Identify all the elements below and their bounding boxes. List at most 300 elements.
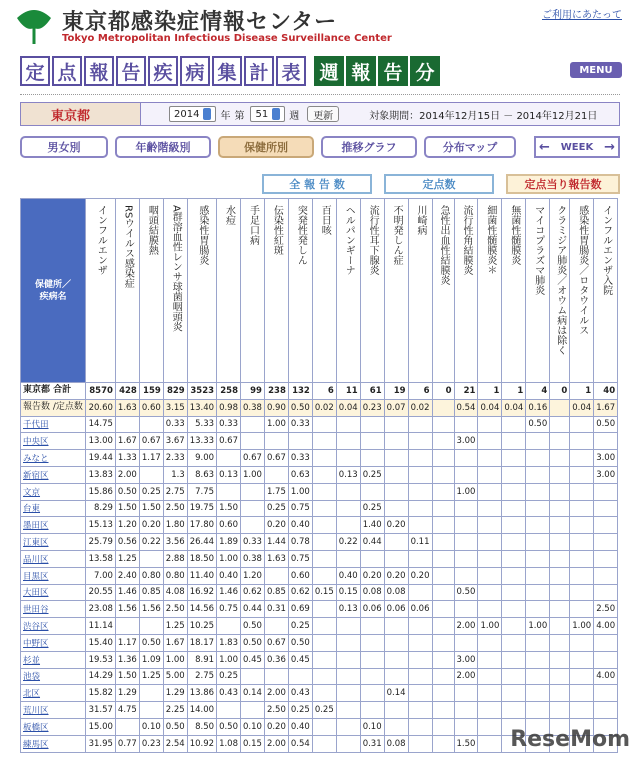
table-cell: 0.69 bbox=[288, 601, 312, 618]
table-cell: 1.80 bbox=[163, 517, 187, 534]
prev-week-icon[interactable]: ← bbox=[539, 139, 550, 155]
table-cell: 0.33 bbox=[241, 534, 265, 551]
health-center-link[interactable]: 中野区 bbox=[21, 634, 86, 651]
table-cell: 0.20 bbox=[408, 567, 432, 584]
table-cell bbox=[241, 416, 265, 433]
health-center-link[interactable]: 新宿区 bbox=[21, 466, 86, 483]
disease-header bbox=[115, 199, 139, 383]
table-cell: 4.00 bbox=[594, 618, 618, 635]
update-button[interactable]: 更新 bbox=[307, 106, 339, 122]
table-cell bbox=[312, 618, 336, 635]
disease-header bbox=[454, 199, 478, 383]
table-cell: 1.00 bbox=[264, 416, 288, 433]
table-cell bbox=[570, 483, 594, 500]
table-cell: 1.75 bbox=[264, 483, 288, 500]
table-cell: 0.22 bbox=[336, 534, 360, 551]
site-subtitle: Tokyo Metropolitan Infectious Disease Surveillance Center bbox=[62, 33, 392, 44]
table-cell bbox=[550, 685, 570, 702]
table-cell: 1.50 bbox=[115, 500, 139, 517]
disease-label: 伝染性紅斑 bbox=[271, 205, 283, 255]
next-week-icon[interactable]: → bbox=[604, 139, 615, 155]
table-row bbox=[21, 550, 618, 567]
disease-label: インフルエンザ bbox=[95, 205, 107, 275]
table-cell: 1 bbox=[570, 383, 594, 400]
table-cell bbox=[408, 634, 432, 651]
table-cell: 61 bbox=[360, 383, 384, 400]
nav-char[interactable]: 計 bbox=[244, 56, 274, 86]
health-center-link[interactable]: 荒川区 bbox=[21, 702, 86, 719]
nav-char-weekly[interactable]: 分 bbox=[410, 56, 440, 86]
table-cell bbox=[594, 500, 618, 517]
table-cell: 428 bbox=[115, 383, 139, 400]
table-cell bbox=[594, 433, 618, 450]
table-cell bbox=[478, 634, 502, 651]
table-cell bbox=[526, 483, 550, 500]
table-cell bbox=[360, 634, 384, 651]
disease-label: 川崎病 bbox=[415, 205, 427, 235]
table-cell bbox=[241, 483, 265, 500]
health-center-link[interactable]: 杉並 bbox=[21, 651, 86, 668]
table-cell: 0.50 bbox=[454, 584, 478, 601]
table-cell: 0.06 bbox=[384, 601, 408, 618]
table-cell bbox=[432, 685, 454, 702]
table-cell bbox=[336, 651, 360, 668]
table-cell bbox=[502, 550, 526, 567]
table-cell bbox=[408, 517, 432, 534]
table-cell: 0.50 bbox=[115, 483, 139, 500]
tab-distribution-map[interactable]: 分布マップ bbox=[424, 136, 516, 158]
table-cell bbox=[550, 517, 570, 534]
table-cell bbox=[570, 534, 594, 551]
table-cell: 2.00 bbox=[264, 685, 288, 702]
table-cell bbox=[432, 584, 454, 601]
table-cell: 31.57 bbox=[85, 702, 115, 719]
table-cell: 3523 bbox=[187, 383, 216, 400]
table-cell: 13.86 bbox=[187, 685, 216, 702]
week-prefix: 第 bbox=[234, 110, 245, 122]
table-cell bbox=[336, 735, 360, 752]
table-row bbox=[21, 466, 618, 483]
table-cell bbox=[526, 534, 550, 551]
table-cell: 8.63 bbox=[187, 466, 216, 483]
table-row bbox=[21, 483, 618, 500]
table-cell: 15.82 bbox=[85, 685, 115, 702]
table-cell bbox=[312, 567, 336, 584]
table-cell bbox=[432, 550, 454, 567]
table-cell bbox=[550, 618, 570, 635]
table-cell bbox=[570, 584, 594, 601]
table-cell bbox=[139, 702, 163, 719]
table-cell: 0.80 bbox=[163, 567, 187, 584]
table-cell: 1.25 bbox=[115, 550, 139, 567]
table-cell: 0.10 bbox=[241, 718, 265, 735]
table-cell: 0.02 bbox=[312, 399, 336, 416]
table-cell bbox=[594, 702, 618, 719]
table-cell bbox=[408, 550, 432, 567]
table-cell: 3.00 bbox=[454, 433, 478, 450]
table-cell: 15.86 bbox=[85, 483, 115, 500]
table-cell: 13.00 bbox=[85, 433, 115, 450]
health-center-link[interactable]: 池袋 bbox=[21, 668, 86, 685]
table-cell: 0.23 bbox=[360, 399, 384, 416]
table-row bbox=[21, 634, 618, 651]
table-cell: 0 bbox=[550, 383, 570, 400]
site-header bbox=[0, 0, 640, 52]
table-cell: 0.56 bbox=[115, 534, 139, 551]
table-cell: 132 bbox=[288, 383, 312, 400]
health-center-link[interactable]: 文京 bbox=[21, 483, 86, 500]
table-cell: 20.55 bbox=[85, 584, 115, 601]
health-center-link[interactable]: 墨田区 bbox=[21, 517, 86, 534]
health-center-link[interactable]: 北区 bbox=[21, 685, 86, 702]
table-cell bbox=[478, 517, 502, 534]
table-cell bbox=[432, 567, 454, 584]
table-cell: 0.08 bbox=[360, 584, 384, 601]
table-cell bbox=[360, 483, 384, 500]
table-cell: 14.75 bbox=[85, 416, 115, 433]
table-cell: 0.43 bbox=[288, 685, 312, 702]
table-cell bbox=[502, 567, 526, 584]
tab-age[interactable]: 年齢階級別 bbox=[115, 136, 211, 158]
table-cell: 8570 bbox=[85, 383, 115, 400]
table-cell: 0.67 bbox=[241, 450, 265, 467]
table-cell: 1 bbox=[478, 383, 502, 400]
table-cell: 0.33 bbox=[163, 416, 187, 433]
health-center-link[interactable]: 品川区 bbox=[21, 550, 86, 567]
disease-header bbox=[336, 199, 360, 383]
table-cell bbox=[384, 651, 408, 668]
nav-char[interactable]: 病 bbox=[180, 56, 210, 86]
table-cell bbox=[115, 618, 139, 635]
table-cell bbox=[432, 618, 454, 635]
table-row bbox=[21, 601, 618, 618]
table-cell: 14.56 bbox=[187, 601, 216, 618]
table-cell: 0.13 bbox=[217, 466, 241, 483]
table-cell bbox=[432, 702, 454, 719]
table-cell: 0.36 bbox=[264, 651, 288, 668]
health-center-link[interactable]: 千代田 bbox=[21, 416, 86, 433]
table-cell bbox=[312, 634, 336, 651]
table-cell: 1.00 bbox=[163, 651, 187, 668]
table-cell bbox=[241, 668, 265, 685]
table-cell bbox=[408, 702, 432, 719]
table-cell: 11.40 bbox=[187, 567, 216, 584]
table-cell bbox=[502, 601, 526, 618]
table-cell: 6 bbox=[408, 383, 432, 400]
table-cell: 0.98 bbox=[217, 399, 241, 416]
table-cell bbox=[264, 433, 288, 450]
table-cell bbox=[408, 618, 432, 635]
table-cell bbox=[526, 651, 550, 668]
disease-header bbox=[360, 199, 384, 383]
table-cell: 2.75 bbox=[163, 483, 187, 500]
table-row bbox=[21, 685, 618, 702]
table-cell bbox=[336, 634, 360, 651]
health-center-link[interactable]: 世田谷 bbox=[21, 601, 86, 618]
watermark: ReseMom bbox=[510, 727, 630, 752]
table-cell: 3.56 bbox=[163, 534, 187, 551]
table-cell bbox=[502, 433, 526, 450]
table-cell: 0.25 bbox=[288, 702, 312, 719]
table-cell bbox=[217, 483, 241, 500]
table-cell bbox=[454, 718, 478, 735]
table-cell bbox=[432, 601, 454, 618]
disease-header bbox=[312, 199, 336, 383]
table-cell bbox=[432, 416, 454, 433]
tab-trend-graph[interactable]: 推移グラフ bbox=[321, 136, 417, 158]
table-cell bbox=[408, 483, 432, 500]
table-cell bbox=[502, 534, 526, 551]
table-cell bbox=[336, 618, 360, 635]
table-cell: 1.50 bbox=[115, 668, 139, 685]
table-cell: 0.08 bbox=[384, 735, 408, 752]
table-cell: 0.25 bbox=[139, 483, 163, 500]
table-cell bbox=[432, 399, 454, 416]
disease-label: マイコプラズマ肺炎 bbox=[532, 205, 544, 295]
table-cell: 0.10 bbox=[360, 718, 384, 735]
table-cell bbox=[312, 433, 336, 450]
table-cell bbox=[432, 483, 454, 500]
table-cell: 15.13 bbox=[85, 517, 115, 534]
table-cell: 3.00 bbox=[594, 466, 618, 483]
corner-label: 保健所／疾病名 bbox=[34, 279, 71, 302]
table-cell: 0.14 bbox=[241, 685, 265, 702]
table-cell bbox=[264, 618, 288, 635]
table-cell: 2.00 bbox=[454, 668, 478, 685]
table-cell: 14.29 bbox=[85, 668, 115, 685]
table-cell bbox=[570, 634, 594, 651]
table-cell bbox=[408, 718, 432, 735]
table-cell bbox=[288, 433, 312, 450]
nav-char[interactable]: 点 bbox=[52, 56, 82, 86]
week-nav bbox=[534, 136, 620, 158]
table-cell bbox=[384, 550, 408, 567]
health-center-link[interactable]: 大田区 bbox=[21, 584, 86, 601]
table-cell bbox=[502, 618, 526, 635]
select-arrow-icon bbox=[272, 108, 280, 120]
table-cell bbox=[526, 517, 550, 534]
table-cell: 0.07 bbox=[384, 399, 408, 416]
table-cell: 5.00 bbox=[163, 668, 187, 685]
disease-header bbox=[384, 199, 408, 383]
tab-sex[interactable]: 男女別 bbox=[20, 136, 108, 158]
nav-char[interactable]: 告 bbox=[116, 56, 146, 86]
table-cell: 0.67 bbox=[264, 634, 288, 651]
disease-label: 水痘 bbox=[223, 205, 235, 225]
table-cell bbox=[432, 718, 454, 735]
table-cell: 0.50 bbox=[217, 718, 241, 735]
table-corner-header bbox=[21, 199, 86, 383]
nav-char[interactable]: 疾 bbox=[148, 56, 178, 86]
table-cell: 0.90 bbox=[264, 399, 288, 416]
year-select[interactable] bbox=[169, 106, 216, 122]
table-cell bbox=[454, 534, 478, 551]
table-cell bbox=[336, 718, 360, 735]
nav-char-weekly[interactable]: 報 bbox=[346, 56, 376, 86]
week-value: 51 bbox=[255, 108, 269, 120]
disease-header bbox=[264, 199, 288, 383]
table-cell bbox=[312, 416, 336, 433]
table-cell bbox=[454, 702, 478, 719]
category-total[interactable]: 全 報 告 数 bbox=[262, 174, 372, 194]
health-center-link[interactable]: 渋谷区 bbox=[21, 618, 86, 635]
table-cell: 0.75 bbox=[217, 601, 241, 618]
disease-label: 不明発しん症 bbox=[391, 205, 403, 265]
table-cell: 19.53 bbox=[85, 651, 115, 668]
table-cell: 1.00 bbox=[288, 483, 312, 500]
table-cell: 9.00 bbox=[187, 450, 216, 467]
period-text: 対象期間：2014年12月15日 － 2014年12月21日 bbox=[369, 110, 598, 122]
table-cell: 16.92 bbox=[187, 584, 216, 601]
health-center-link[interactable]: みなと bbox=[21, 450, 86, 467]
table-cell bbox=[526, 601, 550, 618]
table-cell: 1.20 bbox=[241, 567, 265, 584]
table-cell bbox=[241, 433, 265, 450]
tab-health-center[interactable]: 保健所別 bbox=[218, 136, 314, 158]
table-cell: 1.00 bbox=[217, 651, 241, 668]
table-cell bbox=[502, 584, 526, 601]
table-cell bbox=[360, 450, 384, 467]
table-cell bbox=[550, 550, 570, 567]
category-sentinels[interactable]: 定点数 bbox=[384, 174, 494, 194]
table-cell bbox=[336, 517, 360, 534]
table-cell: 20.60 bbox=[85, 399, 115, 416]
nav-char[interactable]: 集 bbox=[212, 56, 242, 86]
table-cell bbox=[408, 735, 432, 752]
disease-label: 流行性耳下腺炎 bbox=[367, 205, 379, 275]
table-cell bbox=[360, 685, 384, 702]
table-cell: 0.31 bbox=[264, 601, 288, 618]
disease-label: 百日咳 bbox=[319, 205, 331, 235]
disease-label: クラミジア肺炎／オウム病は除く bbox=[554, 205, 566, 355]
disease-header bbox=[526, 199, 550, 383]
health-center-link[interactable]: 板橋区 bbox=[21, 718, 86, 735]
health-center-link[interactable]: 中央区 bbox=[21, 433, 86, 450]
nav-char-weekly[interactable]: 告 bbox=[378, 56, 408, 86]
table-cell bbox=[312, 534, 336, 551]
table-cell bbox=[336, 685, 360, 702]
table-cell: 1.67 bbox=[115, 433, 139, 450]
table-cell: 3.00 bbox=[454, 651, 478, 668]
table-cell bbox=[312, 718, 336, 735]
table-cell: 1.09 bbox=[139, 651, 163, 668]
table-cell bbox=[432, 651, 454, 668]
disease-label: RSウイルス感染症 bbox=[122, 205, 134, 289]
table-cell: 0.54 bbox=[454, 399, 478, 416]
table-cell: 2.50 bbox=[594, 601, 618, 618]
table-cell: 1 bbox=[502, 383, 526, 400]
disease-label: 感染性胃腸炎／ロタウイルス bbox=[576, 205, 588, 335]
health-center-link[interactable]: 台東 bbox=[21, 500, 86, 517]
table-cell: 0.33 bbox=[217, 416, 241, 433]
table-cell: 1.50 bbox=[454, 735, 478, 752]
table-cell: 1.00 bbox=[478, 618, 502, 635]
table-cell bbox=[312, 735, 336, 752]
disease-header bbox=[550, 199, 570, 383]
table-cell: 0.85 bbox=[264, 584, 288, 601]
ginkgo-logo-icon bbox=[14, 6, 54, 46]
table-cell bbox=[241, 702, 265, 719]
table-cell: 238 bbox=[264, 383, 288, 400]
table-cell: 10.92 bbox=[187, 735, 216, 752]
table-cell: 0.38 bbox=[241, 550, 265, 567]
health-center-link[interactable]: 練馬区 bbox=[21, 735, 86, 752]
table-cell: 1.50 bbox=[217, 500, 241, 517]
disease-label: 無菌性髄膜炎 bbox=[508, 205, 520, 265]
table-cell: 1.00 bbox=[217, 550, 241, 567]
nav-char[interactable]: 定 bbox=[20, 56, 50, 86]
table-cell: 0.14 bbox=[384, 685, 408, 702]
table-cell: 99 bbox=[241, 383, 265, 400]
table-cell: 26.44 bbox=[187, 534, 216, 551]
category-per-sentinel[interactable]: 定点当り報告数 bbox=[506, 174, 620, 194]
table-cell: 17.80 bbox=[187, 517, 216, 534]
table-cell: 0.20 bbox=[360, 567, 384, 584]
table-cell bbox=[312, 483, 336, 500]
table-cell bbox=[312, 651, 336, 668]
table-cell: 2.50 bbox=[163, 601, 187, 618]
table-cell bbox=[550, 433, 570, 450]
disease-header bbox=[570, 199, 594, 383]
disease-header bbox=[408, 199, 432, 383]
help-link[interactable]: ご利用にあたって bbox=[542, 10, 622, 21]
table-cell bbox=[478, 685, 502, 702]
table-cell bbox=[594, 584, 618, 601]
nav-char-weekly[interactable]: 週 bbox=[314, 56, 344, 86]
table-cell: 2.50 bbox=[163, 500, 187, 517]
nav-char[interactable]: 報 bbox=[84, 56, 114, 86]
table-cell bbox=[384, 702, 408, 719]
table-cell bbox=[478, 416, 502, 433]
table-cell bbox=[312, 668, 336, 685]
table-cell: 1.46 bbox=[217, 584, 241, 601]
table-cell: 3.67 bbox=[163, 433, 187, 450]
table-cell bbox=[432, 500, 454, 517]
table-cell: 1.33 bbox=[115, 450, 139, 467]
disease-header bbox=[502, 199, 526, 383]
table-cell: 0.06 bbox=[360, 601, 384, 618]
table-cell bbox=[478, 567, 502, 584]
table-cell: 1.29 bbox=[115, 685, 139, 702]
menu-button[interactable]: MENU bbox=[570, 62, 622, 78]
nav-char[interactable]: 表 bbox=[276, 56, 306, 86]
table-row bbox=[21, 567, 618, 584]
table-cell: 15.40 bbox=[85, 634, 115, 651]
table-cell bbox=[502, 466, 526, 483]
table-cell bbox=[336, 668, 360, 685]
health-center-link[interactable]: 目黒区 bbox=[21, 567, 86, 584]
table-cell: 0.40 bbox=[288, 718, 312, 735]
week-select[interactable] bbox=[250, 106, 285, 122]
table-cell: 3.15 bbox=[163, 399, 187, 416]
table-cell: 0 bbox=[432, 383, 454, 400]
table-row bbox=[21, 517, 618, 534]
table-cell bbox=[526, 433, 550, 450]
site-title: 東京都感染症情報センター bbox=[62, 10, 338, 35]
table-cell bbox=[478, 702, 502, 719]
table-cell bbox=[336, 450, 360, 467]
table-cell: 0.02 bbox=[408, 399, 432, 416]
table-cell bbox=[526, 685, 550, 702]
health-center-link[interactable]: 江東区 bbox=[21, 534, 86, 551]
table-cell bbox=[336, 550, 360, 567]
table-row bbox=[21, 399, 618, 416]
table-cell: 0.25 bbox=[312, 702, 336, 719]
week-unit: 週 bbox=[289, 110, 300, 122]
table-cell bbox=[594, 534, 618, 551]
table-cell bbox=[454, 416, 478, 433]
table-cell: 1.63 bbox=[115, 399, 139, 416]
